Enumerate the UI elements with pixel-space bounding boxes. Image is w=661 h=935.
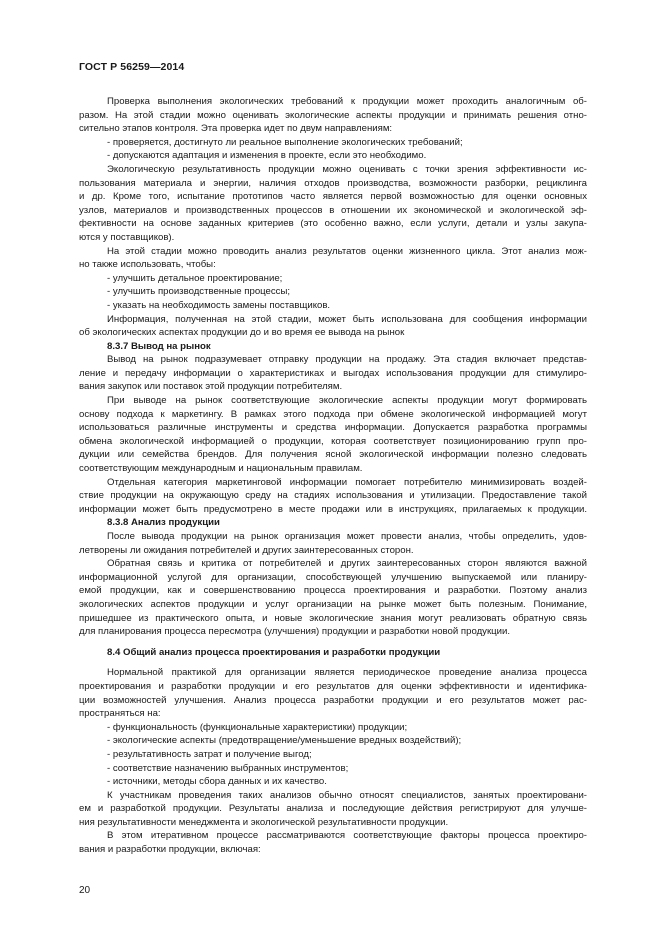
text-line: проектирования и разработки продукции и его результатов для оценки эффективности и идентифика- bbox=[79, 680, 587, 692]
text-line: - улучшить детальное проектирование; bbox=[107, 272, 283, 284]
text-line: - соответствие назначению выбранных инструментов; bbox=[107, 762, 349, 774]
text-line: информационной услугой для организации, способствующей улучшению выпускаемой или планиру- bbox=[79, 571, 587, 583]
text-line: ния результативности менеджмента и экологической результативности продукции. bbox=[79, 816, 449, 828]
text-line: пространяться на: bbox=[79, 708, 161, 720]
text-line: дукции или семейства брендов. Для получения ясной экологической информации полезно следовать bbox=[79, 449, 587, 461]
text-line: На этой стадии можно проводить анализ результатов оценки жизненного цикла. Этот анализ мож- bbox=[107, 245, 587, 257]
text-line: - допускаются адаптация и изменения в проекте, если это необходимо. bbox=[107, 150, 427, 162]
text-line: пользования материала и энергии, наличия отходов производства, возможности разборки, рециклинга bbox=[79, 177, 587, 189]
text-line: ствие продукции на окружающую среду на стадиях использования и утилизации. Предоставление такой bbox=[79, 490, 587, 502]
text-line: После вывода продукции на рынок организация может провести анализ, чтобы определить, удов- bbox=[107, 531, 587, 542]
text-line: - проверяется, достигнуто ли реальное выполнение экологических требований; bbox=[107, 136, 463, 148]
text-line: пришедшее из практического опыта, и новые экологические знания могут реализовать обратную связь bbox=[79, 612, 587, 624]
text-line: ются у поставщиков). bbox=[79, 231, 175, 243]
text-line: для планирования процесса пересмотра (улучшения) продукции и разработки новой продукции. bbox=[79, 626, 511, 638]
text-line: экологических аспектов продукции и услуг организации на рынке может быть полезным. Понимание, bbox=[79, 598, 587, 610]
section-heading: 8.4 Общий анализ процесса проектирования и разработки продукции bbox=[107, 646, 441, 658]
text-line: Нормальной практикой для организации является периодическое проведение анализа процесса bbox=[107, 667, 587, 679]
text-line: В этом итеративном процессе рассматриваются соответствующие факторы процесса проектиро- bbox=[107, 830, 587, 842]
text-line: Вывод на рынок подразумевает отправку продукции на продажу. Эта стадия включает представ- bbox=[107, 354, 587, 366]
text-line: ции возможностей улучшения. Анализ процесса разработки продукции и его результатов может рас- bbox=[79, 694, 587, 706]
text-line: об экологических аспектах продукции до и во время ее вывода на рынок bbox=[79, 327, 405, 339]
text-line: Отдельная категория маркетинговой информации помогает потребителю минимизировать воздей- bbox=[107, 476, 587, 488]
text-line: и др. Кроме того, испытание прототипов часто является первой возможностью для оценки основных bbox=[79, 191, 587, 203]
text-line: - функциональность (функциональные характеристики) продукции; bbox=[107, 721, 408, 733]
text-line: - экологические аспекты (предотвращение/уменьшение вредных воздействий); bbox=[107, 735, 462, 747]
section-spacer bbox=[79, 639, 587, 646]
text-line: использоваться различные инструменты и средства информации. Допускается разработка программы bbox=[79, 422, 587, 434]
text-line: узлов, материалов и производственных процессов в отношении их экономической и экологической эф- bbox=[79, 204, 587, 216]
text-line: основу подхода к маркетингу. В рамках этого подхода при обмене экологической информацией могут bbox=[79, 408, 587, 420]
text-line: информации может быть предусмотрено в месте продажи или в инструкциях, прилагаемых к продукции. bbox=[79, 503, 587, 515]
text-line: обмена экологической информацией о продукции, которая соответствует позиционированию групп про- bbox=[79, 435, 587, 447]
text-line: но также использовать, чтобы: bbox=[79, 259, 216, 271]
text-line: вания и разработки продукции, включая: bbox=[79, 844, 261, 856]
text-line: соответствующим международным и национальным правилам. bbox=[79, 463, 363, 475]
text-line: ление и передачу информации о характеристиках и выгодах использования продукции для стимулиро- bbox=[79, 367, 587, 379]
text-line: Экологическую результативность продукции можно оценивать с точки зрения эффективности ис- bbox=[107, 163, 587, 175]
text-line: Проверка выполнения экологических требований к продукции может проходить аналогичным об- bbox=[107, 96, 587, 107]
text-line: разом. На этой стадии можно оценивать экологические аспекты продукции и принимать решения отно- bbox=[79, 109, 587, 121]
text-line: ем и разработкой продукции. Результаты анализа и последующие действия регистрируют для улучше- bbox=[79, 803, 587, 815]
section-heading: 8.3.8 Анализ продукции bbox=[107, 517, 220, 529]
text-line: - результативность затрат и получение выгод; bbox=[107, 748, 312, 760]
text-line: - источники, методы сбора данных и их качество. bbox=[107, 776, 327, 788]
text-line: При выводе на рынок соответствующие экологические аспекты продукции могут формировать bbox=[107, 395, 587, 407]
text-line: К участникам проведения таких анализов обычно относят специалистов, занятых проектировани- bbox=[107, 789, 587, 801]
document-header: ГОСТ Р 56259—2014 bbox=[79, 61, 185, 73]
text-line: фективности на основе заданных критериев (это особенно важно, если услуги, детали и узлы закупа- bbox=[79, 218, 587, 230]
text-line: Информация, полученная на этой стадии, может быть использована для сообщения информации bbox=[107, 313, 587, 325]
text-line: сительно этапов контроля. Эта проверка идет по двум направлениям: bbox=[79, 123, 393, 135]
text-line: емой продукции, как и совершенствованию процесса проектирования и разработки. Поэтому анализ bbox=[79, 585, 587, 597]
text-line: вания закупок или поставок этой продукции потребителям. bbox=[79, 381, 343, 393]
page-number: 20 bbox=[79, 885, 91, 896]
section-heading: 8.3.7 Вывод на рынок bbox=[107, 340, 211, 352]
text-line: Обратная связь и критика от потребителей и других заинтересованных сторон являются важной bbox=[107, 558, 587, 570]
text-line: летворены ли ожидания потребителей и других заинтересованных сторон. bbox=[79, 544, 414, 556]
document-body bbox=[79, 95, 587, 857]
text-line: - улучшить производственные процессы; bbox=[107, 286, 291, 298]
text-line: - указать на необходимость замены поставщиков. bbox=[107, 299, 331, 311]
section-spacer bbox=[79, 659, 587, 666]
